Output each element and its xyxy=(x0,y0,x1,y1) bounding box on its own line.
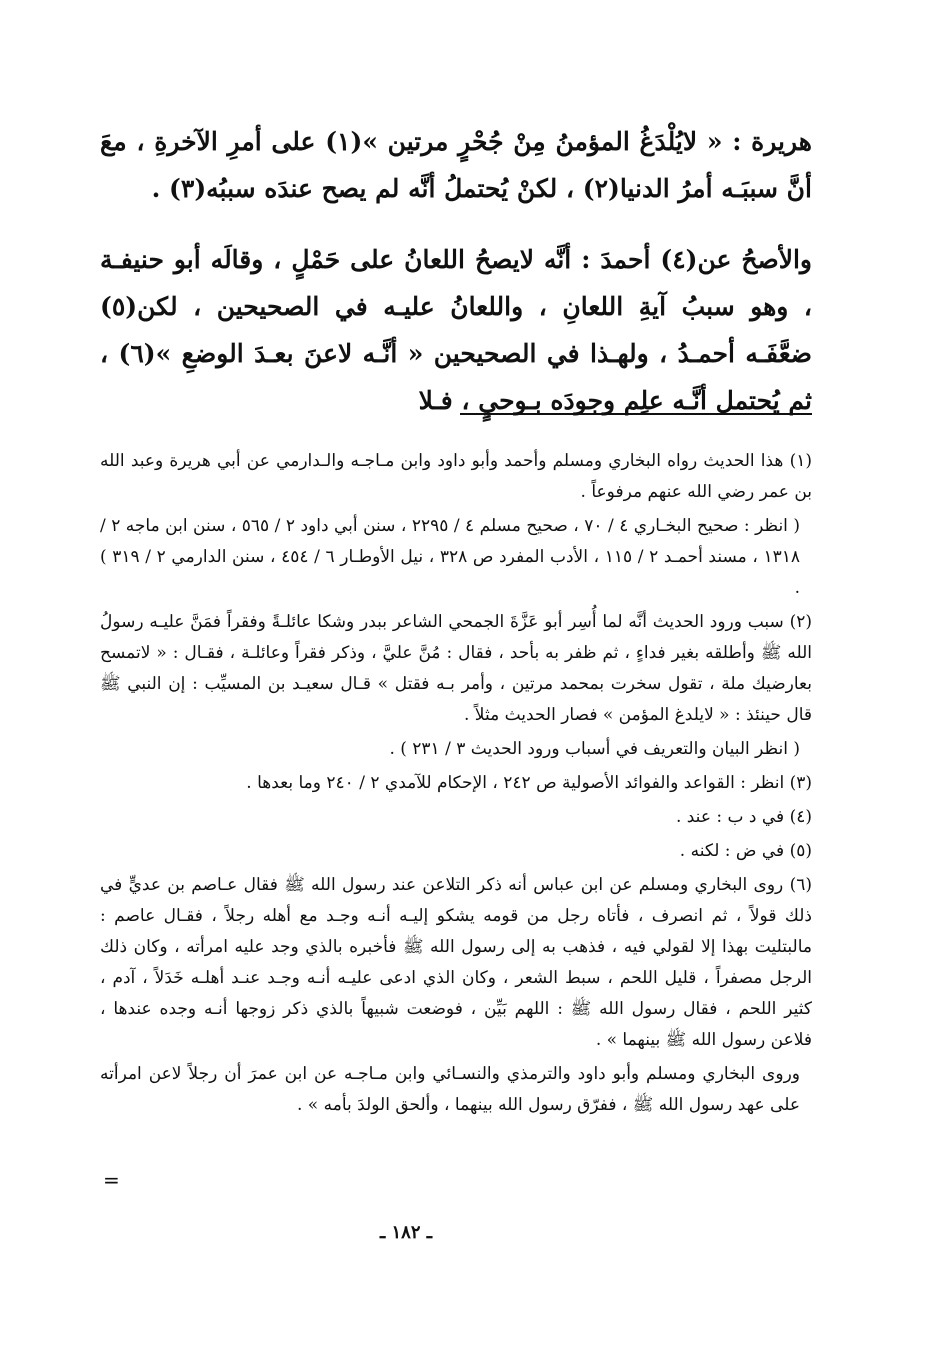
main-paragraph-2: والأصحُ عن(٤) أحمدَ : أنَّه لايصحُ اللعانُ على حَمْلٍ ، وقالَه أبو حنيفـة ، وهو سببُ آيةِ اللعانِ ، واللعانُ عليـه في الصحيحين ، لكن(٥) ضعَّفَـه أحمـدُ ، ولهـذا في الصحيحين « أنَّـه لاعنَ بعـدَ الوضعِ »(٦) ، ثم يُحتمل أنَّـه علِم وجودَه بـوحيٍ ، فـلا xyxy=(100,245,813,415)
continuation-mark: = xyxy=(103,1168,120,1192)
footnote-5: (٥) في ض : لكنه . xyxy=(679,841,812,861)
footnote-separator xyxy=(460,413,812,415)
main-paragraph-1: هريرة : « لايُلْدَغُ المؤمنُ مِنْ جُحْرٍ مرتين »(١) على أمرِ الآخرةِ ، معَ أنَّ سببَـه أمرُ الدنيا(٢) ، لكنْ يُحتملُ أنَّه لم يصح عندَه سببُه(٣) . xyxy=(100,127,812,203)
footnote-1: (١) هذا الحديث رواه البخاري ومسلم وأحمد وأبو داود وابن مـاجـه والـدارمي عن أبي هريرة وعبد الله بن عمر رضي الله عنهم مرفوعاً . xyxy=(100,451,812,502)
footnote-4: (٤) في د ب : عند . xyxy=(675,807,812,827)
footnote-2: (٢) سبب ورود الحديث أنَّه لما أُسِر أبو عَزَّةَ الجمحي الشاعر ببدر وشكا عائلـةً وفقراً فمَنَّ عليـه رسولُ الله ﷺ وأطلقه بغير فداءٍ ، ثم ظفر به بأحد ، فقال : مُنَّ عليَّ ، وذكر فقراً وعائلـة ، فقـال : « لاتمسح بعارضيك ملة ، تقول سخرت بمحمد مرتين ، وأمر بـه فقتل » قـال سعيـد بن المسيِّب : إن النبي ﷺ قال حينئذ : « لايلدغ المؤمن » فصار الحديث مثلاً . xyxy=(100,612,812,725)
page-number: ـ ١٨٢ ـ xyxy=(379,1222,433,1243)
footnotes xyxy=(100,446,812,1124)
footnote-6-continuation: وروى البخاري ومسلم وأبو داود والترمذي والنسـائي وابن مـاجـه عن ابن عمرَ أن رجلاً لاعن امرأته على عهد رسول الله ﷺ ، ففرّق رسول الله بينهما ، وألحق الولدَ بأمه » . xyxy=(100,1064,800,1115)
footnote-2-source: ( انظر البيان والتعريف في أسباب ورود الحديث ٣ / ٢٣١ ) . xyxy=(389,739,800,759)
main-text xyxy=(100,118,812,424)
footnote-6: (٦) روى البخاري ومسلم عن ابن عباس أنه ذكر التلاعن عند رسول الله ﷺ فقال عـاصم بن عديٍّ في ذلك قولاً ، ثم انصرف ، فأتاه رجل من قومه يشكو إليـه أنـه وجـد مع أهله رجلاً ، فقـال عاصم : مالبتليت بهذا إلا لقولي فيه ، فذهب به إلى رسول الله ﷺ فأخبره بالذي وجد عليه امرأته ، وكان ذلك الرجل مصفراً ، قليل اللحم ، سبط الشعر ، وكان الذي ادعى عليـه أنـه وجـد عنـد أهلـه خَدَلاً ، آدم ، كثير اللحم ، فقال رسول الله ﷺ : اللهم بَيِّن ، فوضعت شبيهاً بالذي ذكر زوجها أنـه وجده عندها ، فلاعن رسول الله ﷺ بينهما » . xyxy=(100,875,812,1050)
footnote-1-source: ( انظر : صحيح البخـاري ٤ / ٧٠ ، صحيح مسلم ٤ / ٢٢٩٥ ، سنن أبي داود ٢ / ٥٦٥ ، سنن ابن ماجه ٢ / ١٣١٨ ، مسند أحمـد ٢ / ١١٥ ، الأدب المفرد ص ٣٢٨ ، نيل الأوطـار ٦ / ٤٥٤ ، سنن الدارمي ٢ / ٣١٩ ) . xyxy=(100,516,800,598)
footnote-3: (٣) انظر : القواعد والفوائد الأصولية ص ٢٤٢ ، الإحكام للآمدي ٢ / ٢٤٠ وما بعدها . xyxy=(246,773,812,793)
